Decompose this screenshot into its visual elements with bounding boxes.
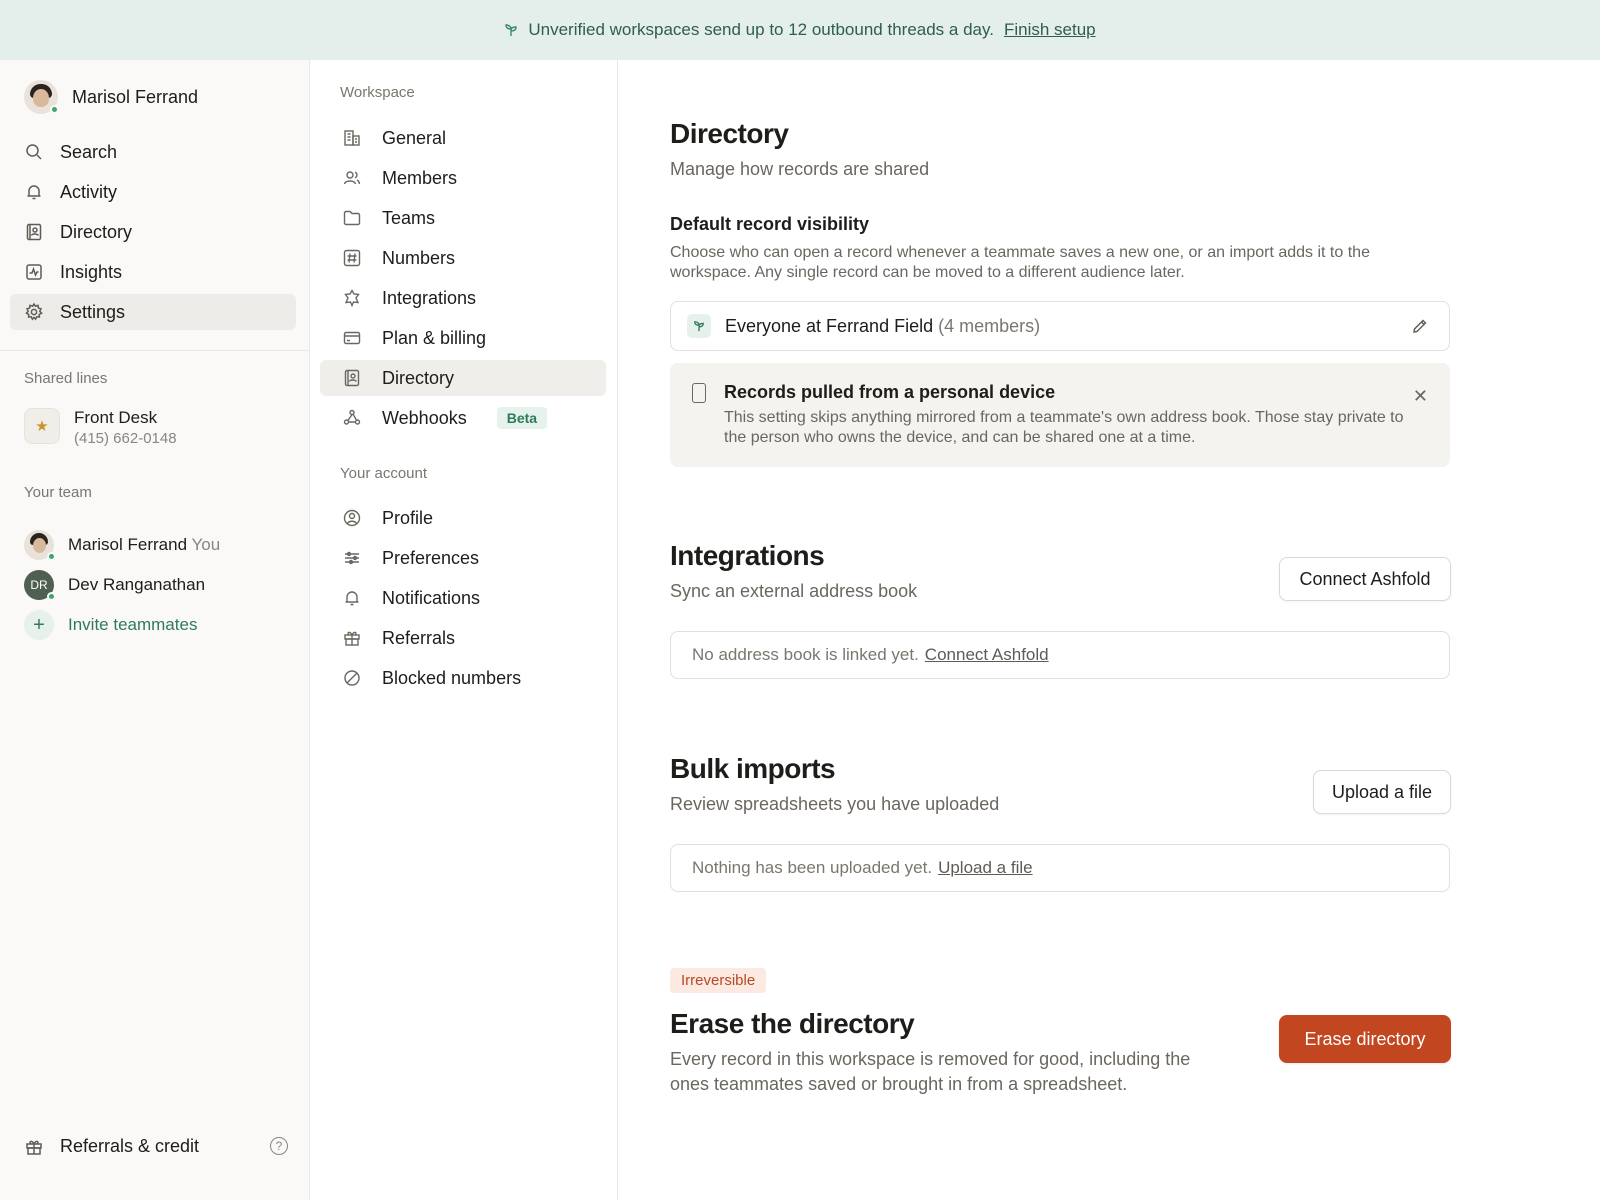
nav-insights[interactable] [10, 254, 296, 290]
settings-label: Profile [382, 507, 434, 528]
footer-label: Referrals & credit [60, 1136, 200, 1156]
users-icon [342, 168, 362, 188]
credit-card-icon [342, 328, 362, 348]
nav-label: Activity [60, 181, 118, 202]
settings-label: Members [382, 167, 458, 188]
settings-general[interactable] [320, 120, 606, 156]
nav-search[interactable] [10, 134, 296, 170]
finish-setup-link[interactable]: Finish setup [1003, 20, 1096, 39]
invite-teammates-button[interactable] [24, 605, 220, 645]
avatar [24, 530, 54, 560]
help-icon[interactable]: ? [270, 1137, 288, 1155]
bell-icon [342, 588, 362, 608]
blocked-icon [342, 668, 362, 688]
referrals-credit-link[interactable] [24, 1136, 288, 1157]
sidebar-divider [0, 350, 309, 351]
settings-label: Blocked numbers [382, 667, 522, 688]
irreversible-badge: Irreversible [670, 968, 766, 993]
settings-preferences[interactable] [320, 540, 606, 576]
sprout-icon [504, 23, 518, 37]
setup-banner [0, 0, 1600, 60]
contact-book-icon [24, 222, 44, 242]
empty-text: Nothing has been uploaded yet. [692, 858, 933, 877]
integrations-title: Integrations [670, 540, 825, 571]
erase-directory-button[interactable]: Erase directory [1279, 1015, 1451, 1063]
settings-label: Webhooks [382, 407, 467, 428]
chart-icon [24, 262, 44, 282]
account-heading: Your account [340, 465, 428, 482]
team-list [24, 525, 220, 645]
settings-label: Referrals [382, 627, 456, 648]
gift-icon [342, 628, 362, 648]
current-user[interactable] [24, 80, 198, 114]
beta-badge: Beta [497, 407, 547, 429]
visibility-heading: Default record visibility [670, 214, 870, 234]
team-member-dev[interactable] [24, 565, 220, 605]
search-icon [24, 142, 44, 162]
team-member-marisol[interactable] [24, 525, 220, 565]
banner-message: Unverified workspaces send up to 12 outbound threads a day. [528, 20, 994, 39]
upload-file-button[interactable]: Upload a file [1313, 770, 1451, 814]
folder-icon [342, 208, 362, 228]
settings-notifications[interactable] [320, 580, 606, 616]
pencil-icon[interactable] [1411, 317, 1429, 335]
visibility-description: Choose who can open a record whenever a teammate saves a new one, or an import adds it to the workspace. Any single record can be moved to a different audience later. [670, 244, 1370, 281]
connect-ashfold-button[interactable]: Connect Ashfold [1279, 557, 1451, 601]
avatar-initials: DR [30, 578, 48, 592]
integrations-empty-state [670, 631, 1450, 679]
settings-label: General [382, 127, 447, 148]
account-settings-list [320, 500, 606, 700]
settings-label: Notifications [382, 587, 481, 608]
plus-icon: + [24, 610, 54, 640]
connect-ashfold-link[interactable]: Connect Ashfold [924, 645, 1049, 664]
nav-label: Settings [60, 301, 126, 322]
avatar [24, 80, 58, 114]
imports-empty-state [670, 844, 1450, 892]
shared-line-name: Front Desk [74, 408, 158, 427]
sprout-icon [687, 314, 711, 338]
shared-line-number: (415) 662-0148 [74, 430, 177, 447]
settings-members[interactable] [320, 160, 606, 196]
page-subtitle: Manage how records are shared [670, 159, 930, 179]
notice-text: This setting skips anything mirrored from a teammate's own address book. Those stay private to the person who owns the device, and can be shared one at a time. [724, 409, 1404, 446]
settings-referrals[interactable] [320, 620, 606, 656]
settings-numbers[interactable] [320, 240, 606, 276]
workspace-settings-list [320, 120, 606, 440]
close-icon[interactable]: ✕ [1412, 386, 1428, 406]
invite-label: Invite teammates [68, 615, 198, 634]
page-title: Directory [670, 118, 789, 149]
settings-label: Numbers [382, 247, 456, 268]
empty-text: No address book is linked yet. [692, 645, 919, 664]
avatar [24, 570, 54, 600]
you-tag: You [191, 535, 221, 554]
settings-integrations[interactable] [320, 280, 606, 316]
online-status-dot [50, 105, 59, 114]
sliders-icon [342, 548, 362, 568]
gift-icon [24, 1137, 44, 1157]
settings-label: Directory [382, 367, 455, 388]
settings-label: Integrations [382, 287, 477, 308]
webhook-icon [342, 408, 362, 428]
star-icon: ★ [24, 408, 60, 444]
hash-icon [342, 248, 362, 268]
puzzle-icon [342, 288, 362, 308]
main-sidebar [0, 60, 310, 1200]
settings-label: Plan & billing [382, 327, 487, 348]
erase-title: Erase the directory [670, 1008, 915, 1039]
nav-label: Insights [60, 261, 123, 282]
personal-device-notice [670, 363, 1450, 467]
contact-book-icon [342, 368, 362, 388]
nav-label: Search [60, 141, 118, 162]
nav-activity[interactable] [10, 174, 296, 210]
phone-icon [692, 383, 706, 403]
imports-title: Bulk imports [670, 753, 836, 784]
settings-directory[interactable] [320, 360, 606, 396]
nav-directory[interactable] [10, 214, 296, 250]
audience-count: (4 members) [938, 315, 1041, 336]
settings-nav [310, 60, 618, 1200]
settings-label: Teams [382, 207, 436, 228]
team-heading: Your team [24, 484, 92, 501]
nav-settings[interactable] [10, 294, 296, 330]
nav-label: Directory [60, 221, 133, 242]
gear-icon [24, 302, 44, 322]
upload-file-link[interactable]: Upload a file [938, 858, 1033, 877]
primary-nav [10, 134, 296, 334]
erase-description: Every record in this workspace is removed for good, including the ones teammates saved or brought in from a spreadsheet. [670, 1049, 1191, 1094]
integrations-subtitle: Sync an external address book [670, 581, 918, 601]
building-icon [342, 128, 362, 148]
settings-teams[interactable] [320, 200, 606, 236]
member-name: Dev Ranganathan [68, 575, 206, 594]
user-name: Marisol Ferrand [72, 86, 199, 107]
settings-blocked-numbers[interactable] [320, 660, 606, 696]
audience-name: Everyone at Ferrand Field [725, 315, 934, 336]
notice-title: Records pulled from a personal device [724, 382, 1056, 402]
imports-subtitle: Review spreadsheets you have uploaded [670, 794, 1000, 814]
workspace-heading: Workspace [340, 84, 415, 101]
user-circle-icon [342, 508, 362, 528]
shared-line-front-desk[interactable] [24, 408, 177, 449]
settings-webhooks[interactable] [320, 400, 606, 436]
settings-plan-billing[interactable] [320, 320, 606, 356]
settings-label: Preferences [382, 547, 480, 568]
settings-profile[interactable] [320, 500, 606, 536]
member-name: Marisol Ferrand [68, 535, 188, 554]
bell-icon [24, 182, 44, 202]
shared-lines-heading: Shared lines [24, 370, 108, 387]
default-visibility-field[interactable] [670, 301, 1450, 351]
